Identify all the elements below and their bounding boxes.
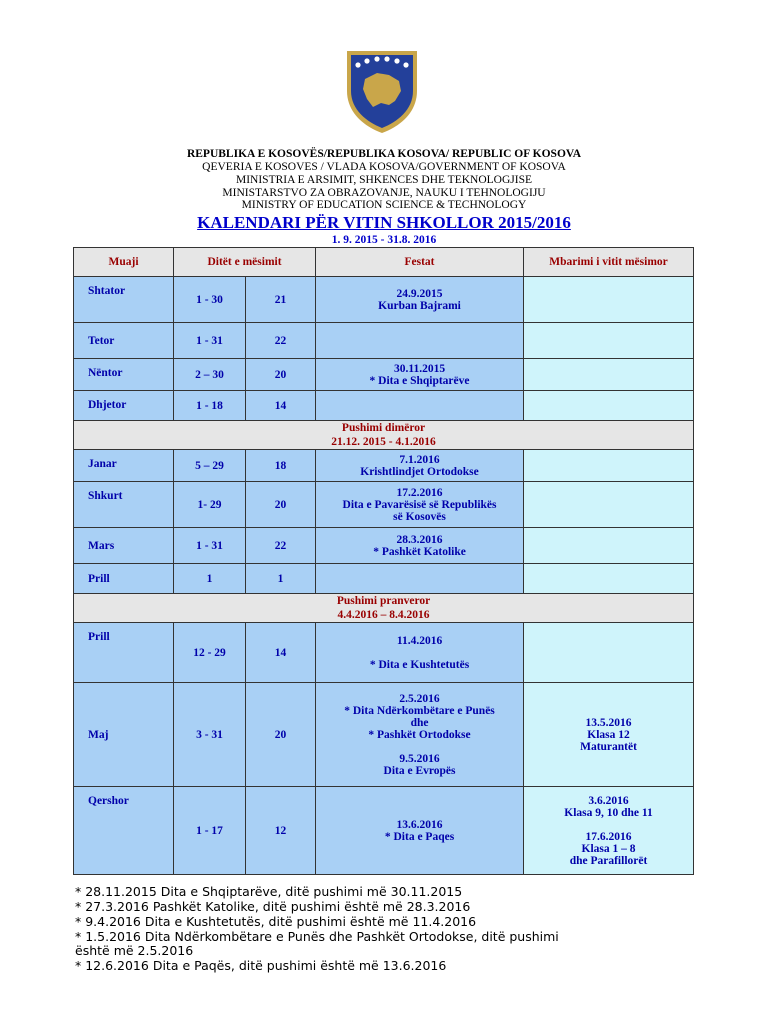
month-name: Prill: [74, 564, 174, 594]
footnote-4: * 1.5.2016 Dita Ndërkombëtare e Punës dhe Pashkët Ortodokse, ditë pushimi: [75, 929, 559, 944]
holidays-cell: [316, 277, 524, 323]
day-range: 1 - 30: [174, 277, 246, 323]
holiday-line: [316, 647, 523, 659]
holiday-line: * Dita e Shqiptarëve: [369, 374, 470, 387]
day-range: 12 - 29: [174, 623, 246, 683]
holiday-line: 17.2.2016: [396, 486, 443, 499]
school-days-count: 22: [246, 528, 316, 564]
footnote-2: * 27.3.2016 Pashkët Katolike, ditë pushimi është më 28.3.2016: [75, 899, 471, 914]
table-header-row: [74, 248, 694, 277]
day-range: 2 – 30: [174, 359, 246, 391]
school-days-count: 20: [246, 359, 316, 391]
footnote-3: * 9.4.2016 Dita e Kushtetutës, ditë pushimi është më 11.4.2016: [75, 914, 477, 929]
holiday-line: * Pashkët Katolike: [373, 545, 466, 558]
school-days-count: 20: [246, 683, 316, 787]
calendar-table: [73, 247, 694, 875]
day-range: 1 - 18: [174, 391, 246, 421]
holiday-line: [316, 741, 523, 753]
month-row: [74, 528, 694, 564]
school-days-count: 1: [246, 564, 316, 594]
holiday-line: dhe: [410, 716, 429, 729]
col-header-mbarimi: Mbarimi i vitit mësimor: [524, 248, 694, 277]
header-line-1: REPUBLIKA E KOSOVËS/REPUBLIKA KOSOVA/ REPUBLIC OF KOSOVA: [186, 148, 582, 160]
holidays-cell: [316, 623, 524, 683]
holiday-line: Dita e Pavarësisë së Republikës: [342, 498, 497, 511]
col-header-muaji: Muaji: [74, 248, 174, 277]
month-row: [74, 359, 694, 391]
holidays-cell: [316, 450, 524, 482]
holiday-line: së Kosovës: [393, 510, 446, 523]
month-row: [74, 564, 694, 594]
holiday-line: 13.6.2016: [396, 818, 443, 831]
header-line-4: MINISTARSTVO ZA OBRAZOVANJE, NAUKU I TEHNOLOGIJU: [222, 187, 546, 199]
day-range: 1 - 31: [174, 528, 246, 564]
holidays-cell: [316, 528, 524, 564]
holidays-cell: [316, 564, 524, 594]
year-end-cell: [524, 359, 694, 391]
month-row: [74, 482, 694, 528]
month-name: Prill: [74, 623, 174, 683]
day-range: 1: [174, 564, 246, 594]
holiday-line: Kurban Bajrami: [378, 299, 461, 312]
year-end-cell: [524, 391, 694, 421]
holiday-line: * Pashkët Ortodokse: [368, 728, 471, 741]
holidays-cell: [316, 683, 524, 787]
year-end-line: Klasa 12: [587, 728, 630, 741]
year-end-cell: [524, 683, 694, 787]
month-name: Nëntor: [74, 359, 174, 391]
year-end-cell: [524, 528, 694, 564]
month-name: Tetor: [74, 323, 174, 359]
year-end-line: 17.6.2016: [585, 830, 632, 843]
holiday-line: * Dita e Kushtetutës: [369, 658, 470, 671]
kosovo-emblem: [343, 47, 421, 135]
school-days-count: 14: [246, 623, 316, 683]
month-name: Maj: [74, 683, 174, 787]
month-row: [74, 323, 694, 359]
holidays-cell: [316, 482, 524, 528]
year-end-line: Klasa 1 – 8: [581, 842, 636, 855]
year-end-line: [524, 819, 693, 831]
holiday-line: 2.5.2016: [399, 692, 440, 705]
year-end-line: dhe Parafillorët: [569, 854, 648, 867]
year-end-line: Klasa 9, 10 dhe 11: [564, 806, 653, 819]
holiday-line: 9.5.2016: [399, 752, 440, 765]
holiday-line: * Dita Ndërkombëtare e Punës: [344, 704, 495, 717]
holiday-line: Krishtlindjet Ortodokse: [360, 465, 479, 478]
holiday-line: 24.9.2015: [396, 287, 443, 300]
spring-break-name: Pushimi pranveror: [336, 595, 431, 607]
year-end-cell: [524, 277, 694, 323]
year-end-cell: [524, 623, 694, 683]
day-range: 1- 29: [174, 482, 246, 528]
header-line-2: QEVERIA E KOSOVES / VLADA KOSOVA/GOVERNMENT OF KOSOVA: [202, 161, 566, 173]
school-days-count: 20: [246, 482, 316, 528]
month-name: Shkurt: [74, 482, 174, 528]
school-days-count: 22: [246, 323, 316, 359]
holiday-line: Dita e Evropës: [383, 764, 456, 777]
winter-break-row: [74, 421, 694, 450]
holidays-cell: [316, 323, 524, 359]
page-title: KALENDARI PËR VITIN SHKOLLOR 2015/2016: [197, 213, 571, 232]
holiday-line: 30.11.2015: [393, 362, 446, 375]
day-range: 5 – 29: [174, 450, 246, 482]
header-line-5: MINISTRY OF EDUCATION SCIENCE & TECHNOLOGY: [241, 199, 527, 211]
header-line-3: MINISTRIA E ARSIMIT, SHKENCES DHE TEKNOLOGJISE: [235, 174, 533, 186]
spring-break-dates: 4.4.2016 – 8.4.2016: [337, 609, 430, 621]
school-days-count: 12: [246, 787, 316, 875]
day-range: 1 - 17: [174, 787, 246, 875]
month-row: [74, 277, 694, 323]
year-end-cell: [524, 450, 694, 482]
month-name: Shtator: [74, 277, 174, 323]
school-year-range: 1. 9. 2015 - 31.8. 2016: [331, 234, 437, 246]
day-range: 3 - 31: [174, 683, 246, 787]
school-days-count: 21: [246, 277, 316, 323]
year-end-line: 13.5.2016: [585, 716, 632, 729]
month-name: Janar: [74, 450, 174, 482]
month-name: Qershor: [74, 787, 174, 875]
school-days-count: 18: [246, 450, 316, 482]
year-end-cell: [524, 564, 694, 594]
month-row: [74, 683, 694, 787]
year-end-line: Maturantët: [580, 740, 637, 753]
holiday-line: * Dita e Paqes: [384, 830, 455, 843]
col-header-ditet: Ditët e mësimit: [174, 248, 316, 277]
winter-break-name: Pushimi dimëror: [341, 422, 426, 434]
footnote-4-cont: është më 2.5.2016: [75, 943, 194, 958]
footnote-5: * 12.6.2016 Dita e Paqës, ditë pushimi është më 13.6.2016: [75, 958, 447, 973]
year-end-cell: [524, 787, 694, 875]
holiday-line: 7.1.2016: [399, 453, 440, 466]
col-header-festat: Festat: [316, 248, 524, 277]
year-end-cell: [524, 323, 694, 359]
holidays-cell: [316, 787, 524, 875]
day-range: 1 - 31: [174, 323, 246, 359]
month-row: [74, 450, 694, 482]
year-end-line: 3.6.2016: [588, 794, 629, 807]
month-row: [74, 623, 694, 683]
month-name: Dhjetor: [74, 391, 174, 421]
year-end-cell: [524, 482, 694, 528]
month-name: Mars: [74, 528, 174, 564]
school-days-count: 14: [246, 391, 316, 421]
month-row: [74, 787, 694, 875]
footnote-1: * 28.11.2015 Dita e Shqiptarëve, ditë pushimi më 30.11.2015: [75, 884, 463, 899]
holidays-cell: [316, 359, 524, 391]
month-row: [74, 391, 694, 421]
winter-break-dates: 21.12. 2015 - 4.1.2016: [331, 436, 436, 448]
holiday-line: 11.4.2016: [396, 634, 443, 647]
spring-break-row: [74, 594, 694, 623]
holiday-line: 28.3.2016: [396, 533, 443, 546]
holidays-cell: [316, 391, 524, 421]
